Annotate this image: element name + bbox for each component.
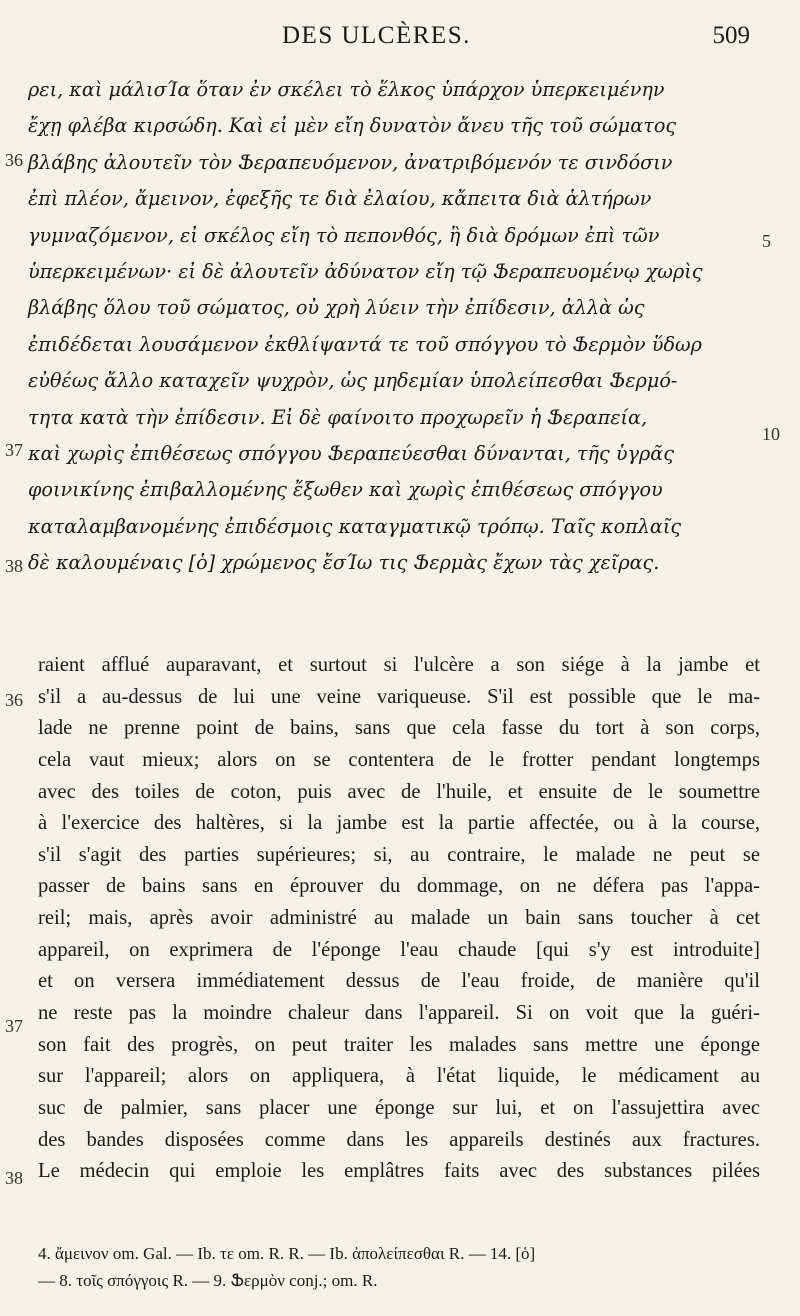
- french-line: à l'exercice des haltères, si la jambe est la partie affectée, ou à la course,: [38, 812, 760, 835]
- margin-number-right: 5: [762, 231, 771, 251]
- greek-line: δὲ καλουμέναις [ὁ] χρώμενος ἔσΊω τις Ֆερμὰς ἔχων τὰς χεῖρας.: [28, 551, 660, 575]
- french-line: son fait des progrès, on peut traiter les malades sans mettre une éponge: [38, 1033, 760, 1056]
- french-line: s'il a au-dessus de lui une veine variqueuse. S'il est possible que le ma-: [38, 685, 760, 708]
- french-line: sur l'appareil; alors on appliquera, à l'état liquide, le médicament au: [38, 1065, 760, 1088]
- french-line: des bandes disposées comme dans les appareils destinés aux fractures.: [38, 1128, 760, 1151]
- margin-number-left: 36: [5, 150, 23, 170]
- french-text-block: [38, 650, 760, 1188]
- footnote-line: — 8. τοῖς σπόγγοις R. — 9. Ֆερμὸν conj.; om. R.: [38, 1271, 378, 1290]
- margin-number-left: 37: [5, 440, 23, 460]
- running-header: [0, 22, 800, 58]
- french-line: lade ne prenne point de bains, sans que cela fasse du tort à son corps,: [38, 717, 760, 740]
- french-line: avec des toiles de coton, puis avec de l'huile, et ensuite de le soumettre: [38, 780, 760, 803]
- french-line: et on versera immédiatement dessus de l'eau froide, de manière qu'il: [38, 970, 760, 993]
- french-line: cela vaut mieux; alors on se contentera de le frotter pendant longtemps: [38, 748, 760, 771]
- footnotes: [38, 1240, 760, 1294]
- greek-line: ἔχῃ φλέβα κιρσώδη. Καὶ εἰ μὲν εἴη δυνατὸν ἄνευ τῆς τοῦ σώματος: [28, 114, 677, 138]
- margin-number-left: 36: [5, 690, 23, 710]
- greek-line: φοινικίνης ἐπιβαλλομένης ἔξωθεν καὶ χωρὶς ἐπιθέσεως σπόγγου: [28, 478, 663, 502]
- greek-line: ρει, καὶ μάλισΊα ὅταν ἐν σκέλει τὸ ἕλκος ὑπάρχον ὑπερκειμένην: [28, 78, 665, 101]
- margin-number-left: 38: [5, 556, 23, 576]
- french-line: appareil, on exprimera de l'éponge l'eau chaude [qui s'y est introduite]: [38, 938, 760, 961]
- french-line: ne reste pas la moindre chaleur dans l'appareil. Si on voit que la guéri-: [38, 1002, 760, 1025]
- margin-number-left: 38: [5, 1168, 23, 1188]
- greek-line: τητα κατὰ τὴν ἐπίδεσιν. Εἰ δὲ φαίνοιτο προχωρεῖν ἡ Ֆεραπεία,: [28, 405, 648, 429]
- greek-line: ὑπερκειμένων· εἰ δὲ ἀλουτεῖν ἀδύνατον εἴη τῷ Ֆεραπευομένῳ χωρὶς: [28, 259, 703, 283]
- french-line: suc de palmier, sans placer une éponge sur lui, et on l'assujettira avec: [38, 1096, 760, 1119]
- greek-line: γυμναζόμενον, εἰ σκέλος εἴη τὸ πεπονθός, ἢ διὰ δρόμων ἐπὶ τῶν: [28, 223, 660, 247]
- greek-line: εὐθέως ἄλλο καταχεῖν ψυχρὸν, ὡς μηδεμίαν ὑπολείπεσθαι Ֆερμό-: [28, 369, 678, 393]
- french-line: raient afflué auparavant, et surtout si l'ulcère a son siége à la jambe et: [38, 654, 760, 676]
- greek-line: καταλαμβανομένης ἐπιδέσμοις καταγματικῷ τρόπῳ. Ταῖς κοπλαῖς: [28, 514, 682, 538]
- french-line: Le médecin qui emploie les emplâtres faits avec des substances pilées: [38, 1160, 760, 1183]
- french-line: reil; mais, après avoir administré au malade un bain sans toucher à cet: [38, 907, 760, 930]
- footnote-line: 4. ἄμεινον om. Gal. — Ib. τε om. R. R. — Ib. ἀπολείπεσθαι R. — 14. [ὁ]: [38, 1244, 536, 1263]
- greek-line: ἐπιδέδεται λουσάμενον ἐκθλίψαντά τε τοῦ σπόγγου τὸ Ֆερμὸν ὕδωρ: [28, 332, 702, 356]
- margin-number-left: 37: [5, 1016, 23, 1036]
- greek-line: βλάβης ἀλουτεῖν τὸν Ֆεραπευόμενον, ἀνατριβόμενόν τε σινδόσιν: [28, 150, 673, 174]
- margin-number-right: 10: [762, 424, 780, 444]
- page-number: 509: [712, 22, 750, 49]
- french-line: s'il s'agit des parties supérieures; si, au contraire, le malade ne peut se: [38, 843, 760, 866]
- french-line: passer de bains sans en éprouver du dommage, on ne défera pas l'appa-: [38, 875, 760, 898]
- greek-line: ἐπὶ πλέον, ἄμεινον, ἐφεξῆς τε διὰ ἐλαίου, κἄπειτα διὰ ἁλτήρων: [28, 187, 652, 211]
- greek-text-block: [28, 72, 768, 581]
- running-title: DES ULCÈRES.: [282, 22, 471, 49]
- greek-line: βλάβης ὅλου τοῦ σώματος, οὐ χρὴ λύειν τὴν ἐπίδεσιν, ἀλλὰ ὡς: [28, 296, 645, 320]
- greek-line: καὶ χωρὶς ἐπιθέσεως σπόγγου Ֆεραπεύεσθαι δύνανται, τῆς ὑγρᾶς: [28, 441, 675, 465]
